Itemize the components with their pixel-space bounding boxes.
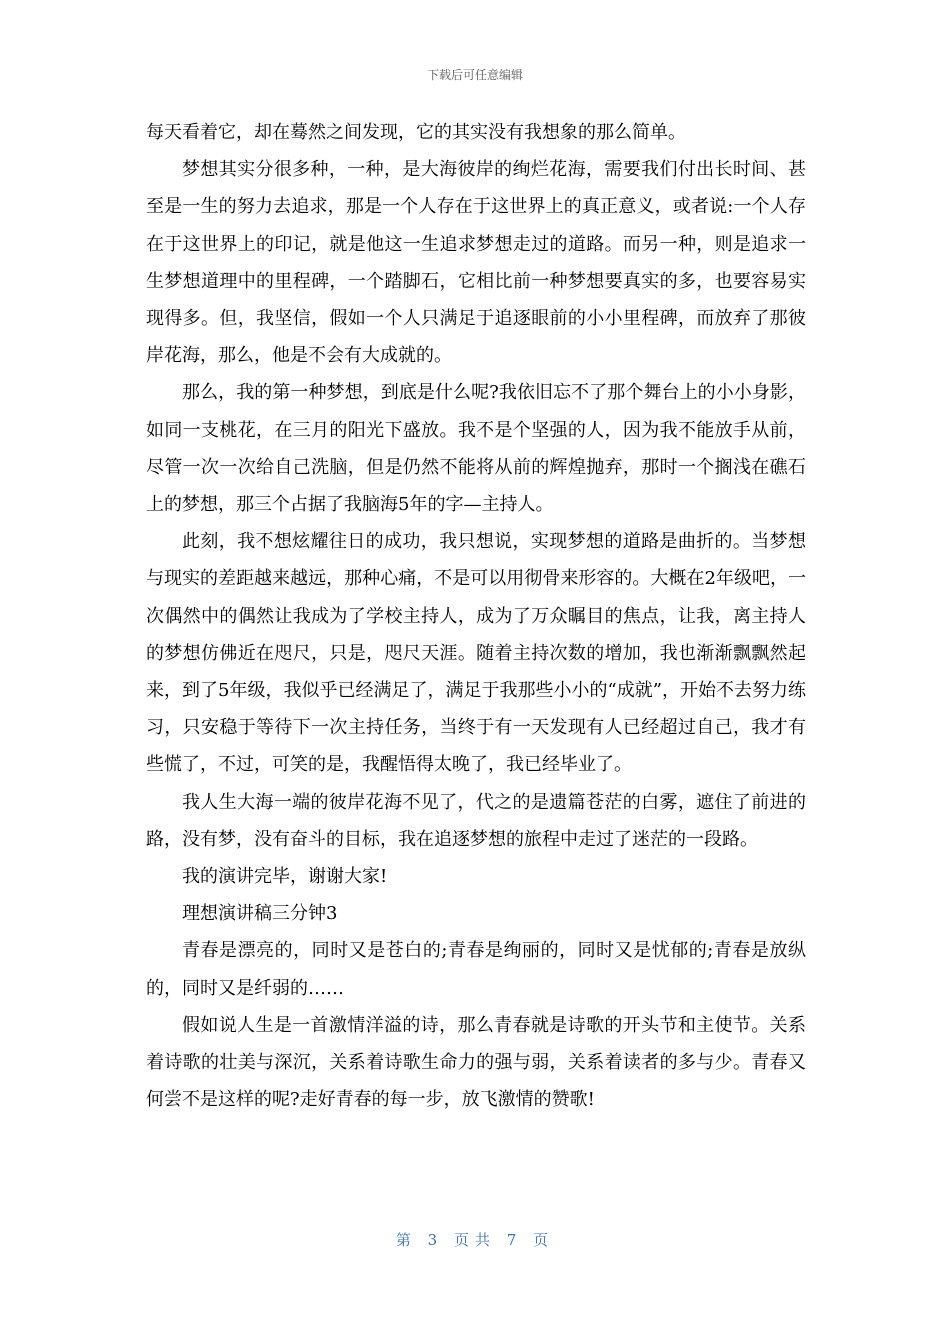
paragraph-host-story: 此刻，我不想炫耀往日的成功，我只想说，实现梦想的道路是曲折的。当梦想与现实的差距越来越远，那种心痛，不是可以用彻骨来形容的。大概在2年级吧，一次偶然中的偶然让我成为了学校主持人，成为了万众瞩目的焦点，让我，离主持人的梦想仿佛近在咫尺，只是，咫尺天涯。随着主持次数的增加，我也渐渐飘飘然起来，到了5年级，我似乎已经满足了，满足于我那些小小的“成就”，开始不去努力练习，只安稳于等待下一次主持任务，当终于有一天发现有人已经超过自己，我才有些慌了，不过，可笑的是，我醒悟得太晚了，我已经毕业了。 [146, 531, 806, 776]
page-header: 下载后可任意编辑 [426, 68, 523, 82]
paragraph-poem: 假如说人生是一首激情洋溢的诗，那么青春就是诗歌的开头节和主使节。关系着诗歌的壮美与深沉，关系着诗歌生命力的强与弱，关系着读者的多与少。青春又何尝不是这样的呢?走好青春的每一步，放飞激情的赞歌! [146, 1014, 806, 1111]
paragraph-dream-kinds: 梦想其实分很多种，一种，是大海彼岸的绚烂花海，需要我们付出长时间、甚至是一生的努力去追求，那是一个人存在于这世界上的真正意义，或者说:一个人存在于这世界上的印记，就是他这一生追求梦想走过的道路。而另一种，则是追求一生梦想道理中的里程碑，一个踏脚石，它相比前一种梦想要真实的多，也要容易实现得多。但，我坚信，假如一个人只满足于追逐眼前的小小里程碑，而放弃了那彼岸花海，那么，他是不会有大成就的。 [146, 159, 806, 367]
paragraph-lost-path: 我人生大海一端的彼岸花海不见了，代之的是遗篇苍茫的白雾，遮住了前进的路，没有梦，没有奋斗的目标，我在追逐梦想的旅程中走过了迷茫的一段路。 [146, 791, 806, 850]
page-number: 第 3 页共 7 页 [395, 1231, 555, 1249]
paragraph-youth: 青春是漂亮的，同时又是苍白的;青春是绚丽的，同时又是忧郁的;青春是放纵的，同时又是纤弱的…… [146, 940, 806, 999]
paragraph-continuation: 每天看着它，却在蓦然之间发现，它的其实没有我想象的那么简单。 [146, 122, 686, 143]
section-title: 理想演讲稿三分钟3 [182, 903, 338, 925]
document-body [146, 114, 806, 1118]
paragraph-first-dream: 那么，我的第一种梦想，到底是什么呢?我依旧忘不了那个舞台上的小小身影，如同一支桃花，在三月的阳光下盛放。我不是个坚强的人，因为我不能放手从前，尽管一次一次给自己洗脑，但是仍然不能将从前的辉煌抛弃，那时一个搁浅在礁石上的梦想，那三个占据了我脑海5年的字—主持人。 [146, 382, 806, 516]
paragraph-closing: 我的演讲完毕，谢谢大家! [182, 866, 388, 888]
